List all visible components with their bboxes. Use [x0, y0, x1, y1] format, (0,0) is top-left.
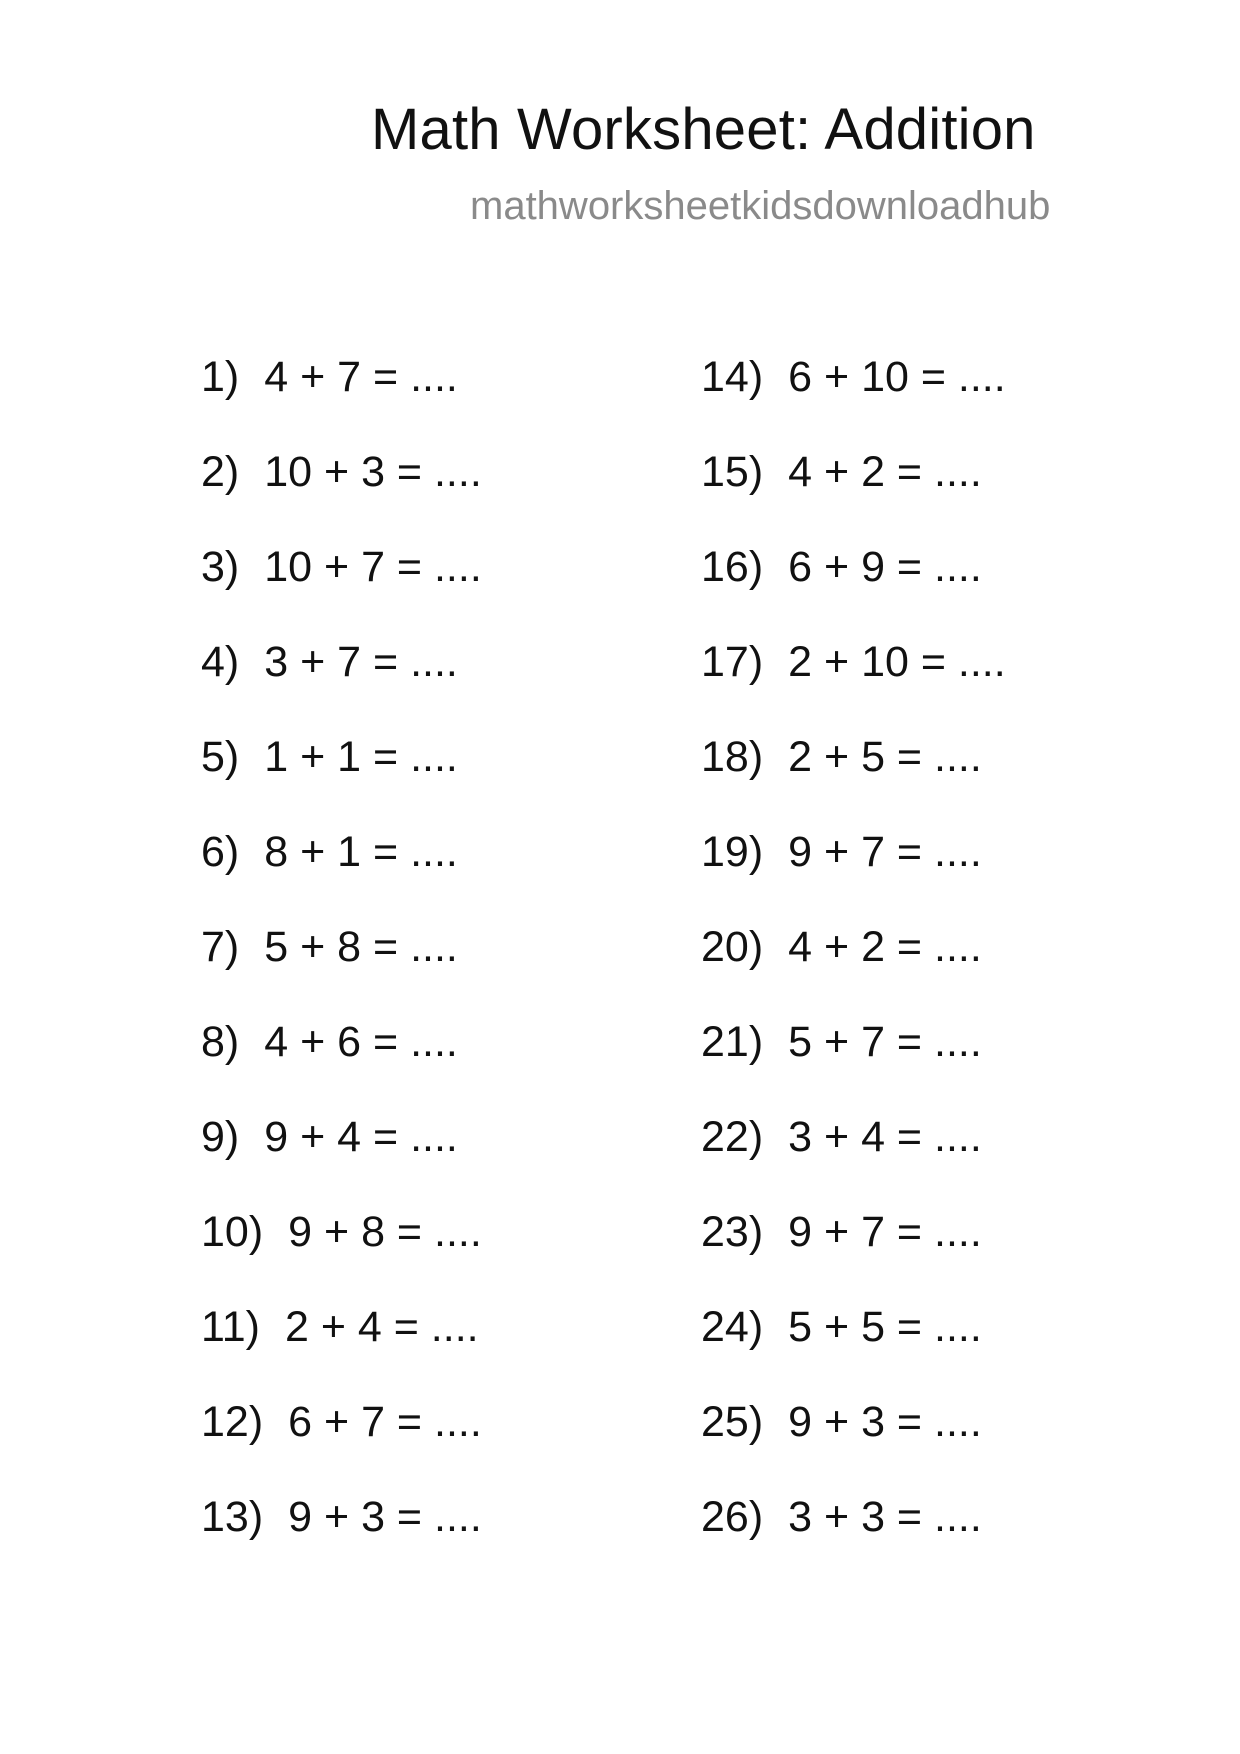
problem-item — [201, 1207, 482, 1302]
problem-item — [201, 1397, 482, 1492]
problem-expression: 6 + 7 = .... — [288, 1398, 482, 1446]
problem-item — [701, 352, 1006, 447]
problem-expression: 5 + 5 = .... — [788, 1303, 982, 1351]
problem-expression: 9 + 3 = .... — [288, 1493, 482, 1541]
problem-number: 15) — [701, 448, 764, 496]
problem-number: 24) — [701, 1303, 764, 1351]
problem-item — [701, 732, 1006, 827]
problem-item — [701, 922, 1006, 1017]
problem-number: 25) — [701, 1398, 764, 1446]
problem-expression: 2 + 10 = .... — [788, 638, 1006, 686]
problem-expression: 1 + 1 = .... — [264, 733, 458, 781]
problems-column-right — [701, 352, 1006, 1587]
problem-expression: 4 + 7 = .... — [264, 353, 458, 401]
problem-item — [201, 447, 482, 542]
problem-number: 11) — [201, 1303, 260, 1351]
problem-item — [201, 542, 482, 637]
problem-number: 5) — [201, 733, 240, 781]
problem-item — [201, 1112, 482, 1207]
problem-number: 23) — [701, 1208, 764, 1256]
problem-number: 6) — [201, 828, 240, 876]
problem-item — [201, 1302, 482, 1397]
problem-expression: 9 + 3 = .... — [788, 1398, 982, 1446]
problem-expression: 4 + 6 = .... — [264, 1018, 458, 1066]
problem-expression: 3 + 7 = .... — [264, 638, 458, 686]
problem-number: 4) — [201, 638, 240, 686]
problem-expression: 9 + 8 = .... — [288, 1208, 482, 1256]
problem-number: 16) — [701, 543, 764, 591]
problem-expression: 3 + 4 = .... — [788, 1113, 982, 1161]
problem-item — [701, 1112, 1006, 1207]
problem-expression: 10 + 7 = .... — [264, 543, 482, 591]
problem-item — [701, 1207, 1006, 1302]
problem-number: 17) — [701, 638, 764, 686]
problem-item — [701, 827, 1006, 922]
problem-expression: 6 + 10 = .... — [788, 353, 1006, 401]
problem-number: 21) — [701, 1018, 764, 1066]
problem-item — [701, 447, 1006, 542]
problem-expression: 3 + 3 = .... — [788, 1493, 982, 1541]
problem-expression: 9 + 7 = .... — [788, 828, 982, 876]
problem-expression: 8 + 1 = .... — [264, 828, 458, 876]
problem-expression: 5 + 7 = .... — [788, 1018, 982, 1066]
problem-item — [701, 1492, 1006, 1587]
problem-number: 14) — [701, 353, 764, 401]
problem-expression: 2 + 4 = .... — [284, 1303, 479, 1351]
problem-number: 9) — [201, 1113, 240, 1161]
problems-column-left — [201, 352, 482, 1587]
problem-item — [201, 827, 482, 922]
problem-expression: 9 + 7 = .... — [788, 1208, 982, 1256]
problem-expression: 4 + 2 = .... — [788, 923, 982, 971]
problem-number: 20) — [701, 923, 764, 971]
problem-item — [701, 542, 1006, 637]
problem-number: 18) — [701, 733, 764, 781]
problem-item — [201, 1492, 482, 1587]
problem-number: 26) — [701, 1493, 764, 1541]
problem-item — [701, 1302, 1006, 1397]
problem-number: 2) — [201, 448, 240, 496]
problem-item — [201, 352, 482, 447]
problem-item — [201, 922, 482, 1017]
problem-expression: 10 + 3 = .... — [264, 448, 482, 496]
problem-item — [701, 1397, 1006, 1492]
worksheet-subtitle: mathworksheetkidsdownloadhub — [470, 184, 1051, 228]
problem-expression: 5 + 8 = .... — [264, 923, 458, 971]
problem-item — [201, 637, 482, 732]
problem-number: 12) — [201, 1398, 264, 1446]
problem-expression: 6 + 9 = .... — [788, 543, 982, 591]
problem-item — [701, 637, 1006, 732]
problem-item — [701, 1017, 1006, 1112]
problem-number: 10) — [201, 1208, 264, 1256]
problem-number: 13) — [201, 1493, 264, 1541]
problem-item — [201, 1017, 482, 1112]
problem-number: 1) — [201, 353, 240, 401]
problem-expression: 9 + 4 = .... — [264, 1113, 458, 1161]
problem-item — [201, 732, 482, 827]
problem-expression: 4 + 2 = .... — [788, 448, 982, 496]
problem-number: 3) — [201, 543, 240, 591]
problem-number: 8) — [201, 1018, 240, 1066]
problem-number: 7) — [201, 923, 240, 971]
problem-expression: 2 + 5 = .... — [788, 733, 982, 781]
problem-number: 22) — [701, 1113, 764, 1161]
worksheet-title: Math Worksheet: Addition — [371, 97, 1036, 162]
problem-number: 19) — [701, 828, 764, 876]
